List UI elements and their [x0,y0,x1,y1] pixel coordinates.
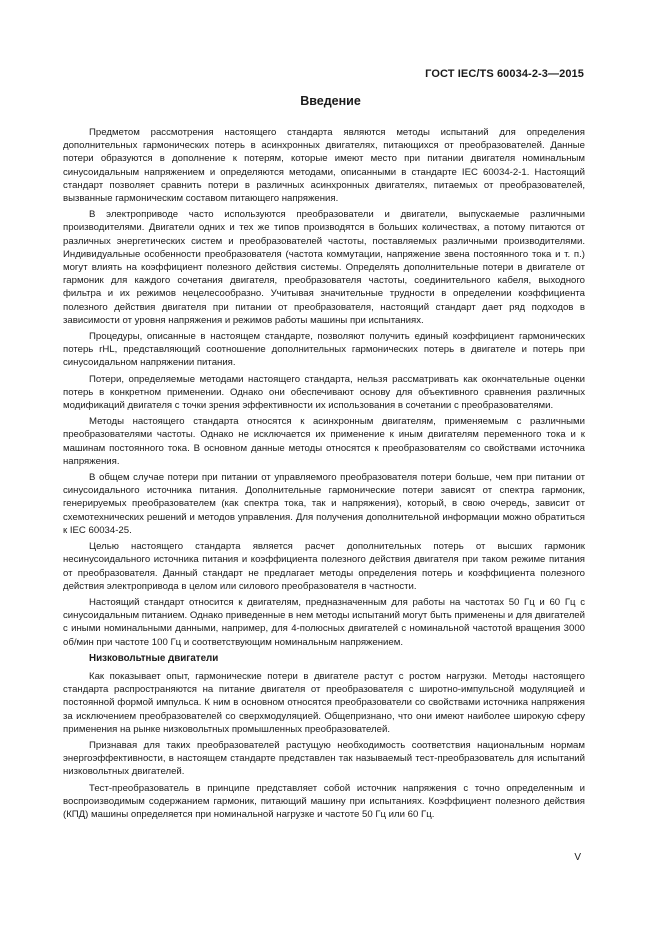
section-heading: Низковольтные двигатели [89,652,219,664]
page-title: Введение [300,94,361,108]
paragraph: Процедуры, описанные в настоящем стандарте, позволяют получить единый коэффициент гармонических потерь rHL, представляющий соотношение дополнительных гармонических потерь в двигателе и потерь при синусоидальном напряжении питания. [63,331,585,369]
page-number: V [574,852,581,863]
paragraph: Потери, определяемые методами настоящего стандарта, нельзя рассматривать как окончательные оценки потерь в конкретном применении. Однако они обеспечивают основу для объективного сравнения различных модификаций двигателя с точки зрения эффективности их использования в сочетании с преобразователями. [63,373,585,412]
paragraph: Как показывает опыт, гармонические потери в двигателе растут с ростом нагрузки. Методы настоящего стандарта распространяются на питание двигателя от преобразователя с широтно-импульсной модуляцией и постоянной формой импульса. К ним в основном относятся преобразователи со свойствами источника напряжения за исключением преобразователей со сверхмодуляцией. Общепризнано, что они имеют наиболее широкую сферу применения на рынке низковольтных промышленных преобразователей. [63,670,585,735]
paragraph: Настоящий стандарт относится к двигателям, предназначенным для работы на частотах 50 Гц и 60 Гц с синусоидальным питанием. Однако приведенные в нем методы испытаний могут быть применены и для двигателей с иными номинальными данными, например, для 4-полюсных двигателей с номинальной частотой вращения 3000 об/мин при частоте 100 Гц и соответствующим номинальным напряжением. [63,596,585,648]
paragraph: Предметом рассмотрения настоящего стандарта являются методы испытаний для определения дополнительных гармонических потерь в асинхронных двигателях, питающихся от преобразователей. Данные потери образуются в дополнение к потерям, которые имеют место при питании двигателя номинальным синусоидальным напряжением и определяются методами, описанными в стандарте IEC 60034-2-1. Настоящий стандарт позволяет сравнить потери в различных асинхронных двигателях, питаемых от преобразователей, вызванные гармоническим составом питающего напряжения. [63,127,585,205]
standard-header: ГОСТ IEC/TS 60034-2-3—2015 [425,68,584,80]
paragraph: Методы настоящего стандарта относятся к асинхронным двигателям, применяемым с различными преобразователями частоты. Однако не исключается их применение к иным двигателям переменного тока и к машинам постоянного тока. В основном данные методы относятся к преобразователям со свойствами источника напряжения. [63,416,585,467]
paragraph: В электроприводе часто используются преобразователи и двигатели, выпускаемые различными производителями. Двигатели одних и тех же типов производятся в больших количествах, а потому питаются от различных энергетических систем и преобразователей частоты, поставляемых различными производителями. Индивидуальные особенности преобразователя (частота коммутации, напряжение звена постоянного тока и т. п.) могут влиять на коэффициент полезного действия системы. Определять дополнительные потери в двигателе от гармоник для каждого сочетания двигателя, преобразователя частоты, соединительного кабеля, выходного фильтра и их режимов нецелесообразно. Учитывая значительные трудности в определении коэффициента полезного действия двигателя при питании от преобразователя, настоящий стандарт дает ряд подходов в зависимости от уровня напряжения и режимов работы машины при испытаниях. [63,209,585,326]
document-body [63,126,585,824]
paragraph: Тест-преобразователь в принципе представляет собой источник напряжения с точно определенным и воспроизводимым содержанием гармоник, питающий машину при испытаниях. Коэффициент полезного действия (КПД) машины определяется при номинальной нагрузке и частоте 50 Гц или 60 Гц. [63,782,585,820]
paragraph: Целью настоящего стандарта является расчет дополнительных потерь от высших гармоник несинусоидального источника питания и коэффициента полезного действия двигателя при таком режиме питания от преобразователя. Данный стандарт не предлагает методы определения потерь и коэффициента полезного действия электропривода в целом или силового преобразователя в частности. [63,541,585,592]
paragraph: Признавая для таких преобразователей растущую необходимость соответствия национальным нормам энергоэффективности, в настоящем стандарте представлен так называемый тест-преобразователь для испытаний низковольтных двигателей. [63,739,585,778]
paragraph: В общем случае потери при питании от управляемого преобразователя потери больше, чем при питании от синусоидального источника питания. Дополнительные гармонические потери зависят от спектра гармоник, генерируемых преобразователем (как спектра тока, так и напряжения), который, в свою очередь, зависит от схемотехнических решений и методов управления. Для получения дополнительной информации можно обратиться к IEC 60034-25. [63,472,585,536]
